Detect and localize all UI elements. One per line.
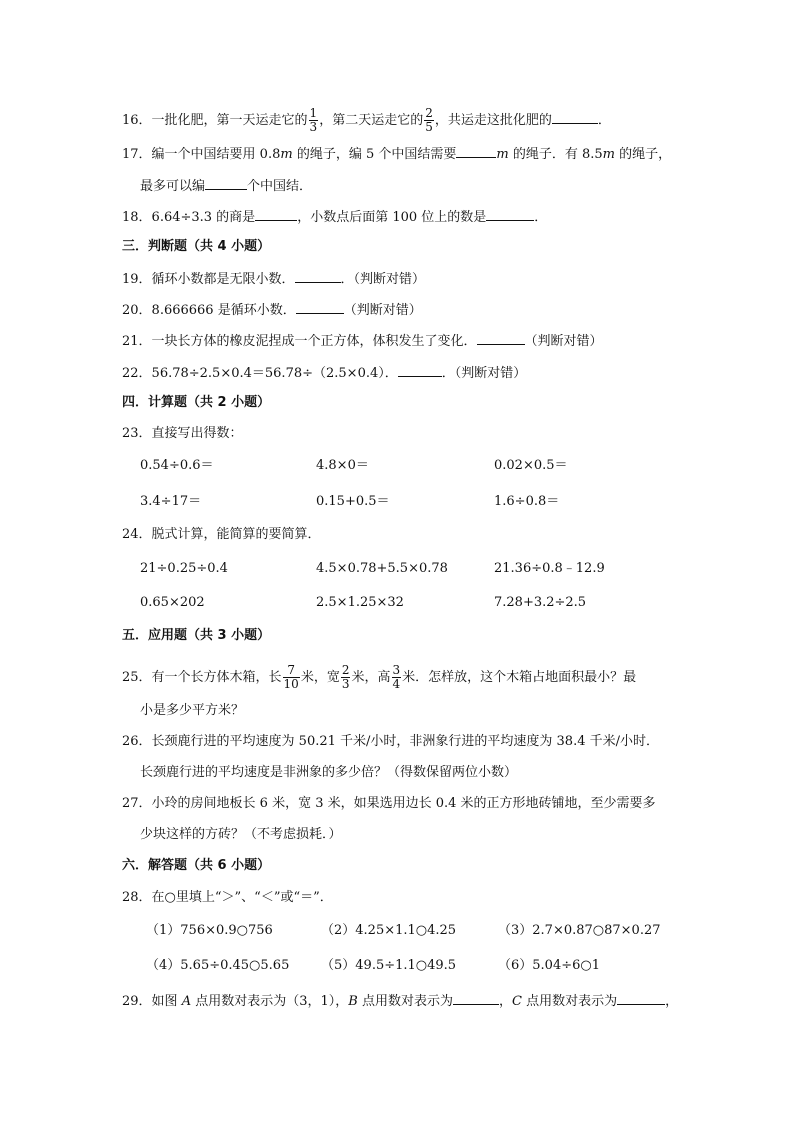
answer-blank[interactable] <box>205 175 247 190</box>
question-26: 26．长颈鹿行进的平均速度为 50.21 千米/小时，非洲象行进的平均速度为 38.4 千米/小时． <box>122 734 659 749</box>
answer-blank[interactable] <box>295 268 341 283</box>
question-18: 18．6.64÷3.3 的商是 ，小数点后面第 100 位上的数是 ． <box>122 206 547 228</box>
q23-item: 4.8×0＝ <box>316 458 369 473</box>
q24-item: 2.5×1.25×32 <box>316 595 404 610</box>
q24-item: 21.36÷0.8﹣12.9 <box>494 561 605 576</box>
question-27-line-2: 少块这样的方砖？（不考虑损耗．） <box>140 827 342 842</box>
q23-item: 0.15+0.5＝ <box>316 494 390 509</box>
q23-item: 0.54÷0.6＝ <box>140 458 214 473</box>
q28-item: （5）49.5÷1.1○49.5 <box>321 958 457 973</box>
question-19: 19．循环小数都是无限小数． ．（判断对错） <box>122 268 425 290</box>
q24-item: 21÷0.25÷0.4 <box>140 561 228 576</box>
answer-blank[interactable] <box>486 206 534 221</box>
answer-blank[interactable] <box>552 109 598 124</box>
answer-blank[interactable] <box>456 143 496 158</box>
fraction-two-thirds: $\frac{2}{3}$ <box>341 663 350 691</box>
q28-item: （4）5.65÷0.45○5.65 <box>146 958 290 973</box>
question-16: 16．一批化肥，第一天运走它的 $\frac{1}{3}$ ，第二天运走它的 $\frac{2}{5}$ ，共运走这批化肥的 ． <box>122 106 611 134</box>
q28-item: （2）4.25×1.1○4.25 <box>321 923 457 938</box>
question-20: 20．8.666666 是循环小数． （判断对错） <box>122 299 422 321</box>
section-heading-judgement: 三．判断题（共 4 小题） <box>122 239 271 254</box>
section-heading-calculation: 四．计算题（共 2 小题） <box>122 395 271 410</box>
q24-item: 4.5×0.78+5.5×0.78 <box>316 561 448 576</box>
question-22: 22．56.78÷2.5×0.4＝56.78÷（2.5×0.4）． ．（判断对错） <box>122 362 526 384</box>
q23-item: 1.6÷0.8＝ <box>494 494 560 509</box>
fraction-one-third: $\frac{1}{3}$ <box>309 106 318 134</box>
answer-blank[interactable] <box>296 299 344 314</box>
q23-item: 0.02×0.5＝ <box>494 458 568 473</box>
question-28-title: 28．在○里填上“＞”、“＜”或“＝”． <box>122 890 333 905</box>
answer-blank[interactable] <box>398 362 442 377</box>
q28-item: （6）5.04÷6○1 <box>498 958 600 973</box>
fraction-three-quarters: $\frac{3}{4}$ <box>392 663 401 691</box>
q28-item: （1）756×0.9○756 <box>146 923 273 938</box>
question-17: 17．编一个中国结要用 0.8m 的绳子，编 5 个中国结需要 m 的绳子．有 8.5m 的绳子， <box>122 143 671 165</box>
answer-blank[interactable] <box>453 990 499 1005</box>
question-24-title: 24．脱式计算，能简算的要简算． <box>122 527 321 542</box>
question-21: 21．一块长方体的橡皮泥捏成一个正方体，体积发生了变化． （判断对错） <box>122 330 603 352</box>
question-25-line-2: 小是多少平方米？ <box>140 703 245 718</box>
answer-blank[interactable] <box>617 990 665 1005</box>
question-26-line-2: 长颈鹿行进的平均速度是非洲象的多少倍？（得数保留两位小数） <box>140 765 518 780</box>
q28-item: （3）2.7×0.87○87×0.27 <box>498 923 661 938</box>
q24-item: 0.65×202 <box>140 595 205 610</box>
question-29: 29．如图 A 点用数对表示为（3，1），B 点用数对表示为 ，C 点用数对表示为 ， <box>122 990 678 1012</box>
answer-blank[interactable] <box>255 206 297 221</box>
section-heading-application: 五．应用题（共 3 小题） <box>122 628 271 643</box>
question-27: 27．小玲的房间地板长 6 米，宽 3 米，如果选用边长 0.4 米的正方形地砖铺地，至少需要多 <box>122 796 656 811</box>
question-17-line-2: 最多可以编 个中国结． <box>140 175 312 197</box>
question-25: 25．有一个长方体木箱，长 $\frac{7}{10}$ 米，宽 $\frac{2}{3}$ 米，高 $\frac{3}{4}$ 米．怎样放，这个木箱占地面积最小？最 <box>122 663 637 691</box>
q24-item: 7.28+3.2÷2.5 <box>494 595 587 610</box>
question-23-title: 23．直接写出得数： <box>122 426 243 441</box>
fraction-two-fifths: $\frac{2}{5}$ <box>425 106 433 134</box>
section-heading-solution: 六．解答题（共 6 小题） <box>122 858 271 873</box>
fraction-seven-tenths: $\frac{7}{10}$ <box>283 663 299 691</box>
answer-blank[interactable] <box>477 330 525 345</box>
q23-item: 3.4÷17＝ <box>140 494 202 509</box>
